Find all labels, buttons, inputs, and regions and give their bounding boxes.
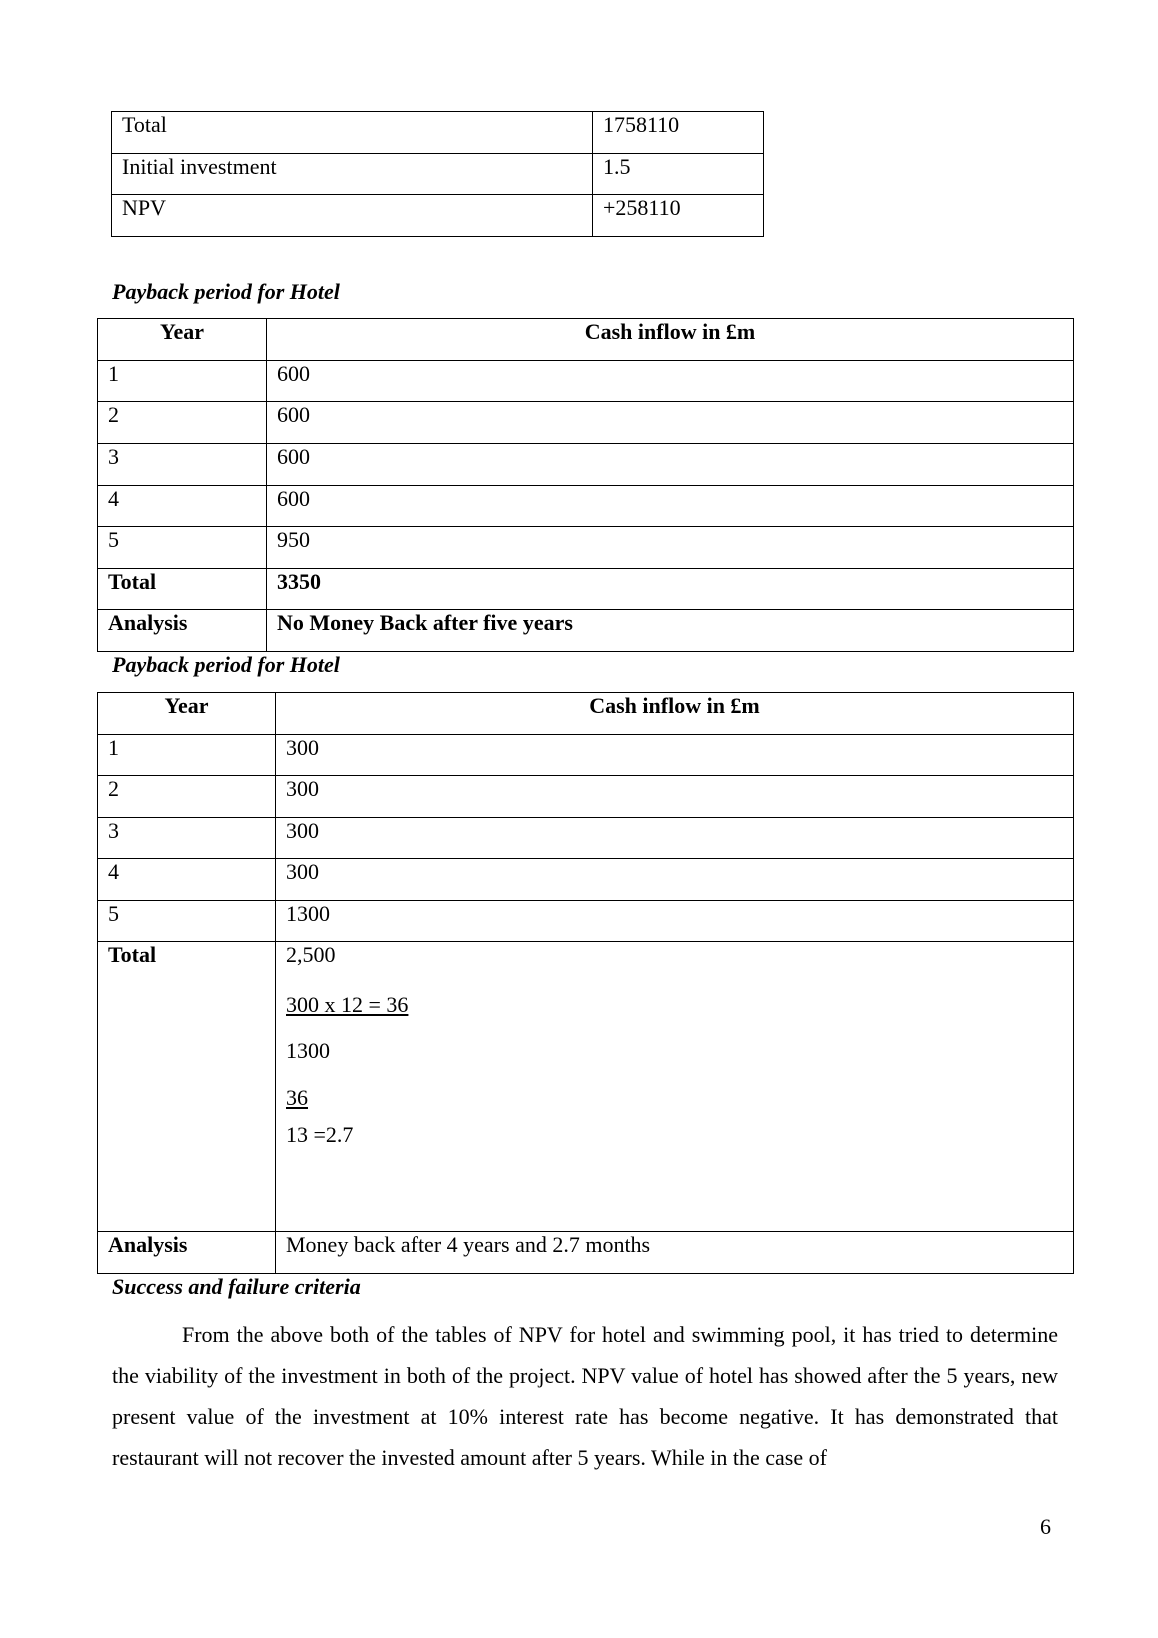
table-row	[98, 361, 1074, 402]
npv-label: NPV	[112, 195, 593, 237]
calc-line: 13 =2.7	[286, 1122, 354, 1147]
table-row	[112, 195, 764, 237]
year-cell: 3	[98, 444, 267, 486]
year-cell: 4	[98, 859, 276, 901]
cash-cell: 300	[276, 776, 1074, 818]
total-row	[98, 942, 1074, 1232]
payback-heading-1: Payback period for Hotel	[112, 279, 340, 304]
payback-heading-2: Payback period for Hotel	[112, 652, 340, 677]
analysis-label: Analysis	[98, 610, 267, 652]
table-row	[98, 818, 1074, 859]
cash-cell: 300	[276, 818, 1074, 859]
calc-line: 300 x 12 = 36	[286, 992, 409, 1017]
year-cell: 4	[98, 486, 267, 527]
total-calculation-cell	[276, 942, 1074, 1232]
npv-value: 1.5	[593, 154, 764, 195]
total-label: Total	[98, 569, 267, 610]
table-row	[98, 859, 1074, 901]
cash-cell: 600	[267, 402, 1074, 444]
cash-cell: 600	[267, 486, 1074, 527]
calc-line: 36	[286, 1085, 308, 1110]
col-cash-header: Cash inflow in £m	[267, 319, 1074, 361]
total-row	[98, 569, 1074, 610]
npv-value: 1758110	[593, 112, 764, 154]
total-label: Total	[98, 942, 276, 1232]
year-cell: 3	[98, 818, 276, 859]
table-row	[112, 154, 764, 195]
table-row	[98, 735, 1074, 776]
analysis-value: Money back after 4 years and 2.7 months	[276, 1232, 1074, 1274]
col-year-header: Year	[98, 319, 267, 361]
table-row	[98, 776, 1074, 818]
page-number: 6	[1040, 1514, 1051, 1539]
table-row	[98, 527, 1074, 569]
npv-label: Initial investment	[112, 154, 593, 195]
total-value: 2,500	[286, 942, 336, 967]
analysis-value: No Money Back after five years	[267, 610, 1074, 652]
year-cell: 1	[98, 735, 276, 776]
cash-cell: 1300	[276, 901, 1074, 942]
cash-cell: 600	[267, 361, 1074, 402]
criteria-heading: Success and failure criteria	[112, 1274, 361, 1299]
cash-cell: 300	[276, 735, 1074, 776]
analysis-label: Analysis	[98, 1232, 276, 1274]
npv-label: Total	[112, 112, 593, 154]
analysis-row	[98, 1232, 1074, 1274]
cash-cell: 600	[267, 444, 1074, 486]
col-year-header: Year	[98, 693, 276, 735]
payback-table-2	[97, 692, 1074, 1274]
criteria-paragraph	[112, 1314, 1058, 1478]
year-cell: 5	[98, 901, 276, 942]
year-cell: 2	[98, 402, 267, 444]
npv-table	[111, 111, 764, 237]
table-row	[98, 402, 1074, 444]
table-header-row	[98, 693, 1074, 735]
col-cash-header: Cash inflow in £m	[276, 693, 1074, 735]
table-row	[112, 112, 764, 154]
table-row	[98, 444, 1074, 486]
year-cell: 1	[98, 361, 267, 402]
total-value: 3350	[267, 569, 1074, 610]
cash-cell: 950	[267, 527, 1074, 569]
npv-value: +258110	[593, 195, 764, 237]
cash-cell: 300	[276, 859, 1074, 901]
criteria-paragraph-text: From the above both of the tables of NPV for hotel and swimming pool, it has tried to determine the viability of the investment in both of the project. NPV value of hotel has showed after the 5 years, new present value of the investment at 10% interest rate has become negative. It has demonstrated that restaurant will not recover the invested amount after 5 years. While in the case of	[112, 1322, 1058, 1470]
year-cell: 5	[98, 527, 267, 569]
year-cell: 2	[98, 776, 276, 818]
analysis-row	[98, 610, 1074, 652]
payback-table-1	[97, 318, 1074, 652]
table-row	[98, 901, 1074, 942]
calc-line: 1300	[286, 1038, 330, 1063]
table-header-row	[98, 319, 1074, 361]
table-row	[98, 486, 1074, 527]
